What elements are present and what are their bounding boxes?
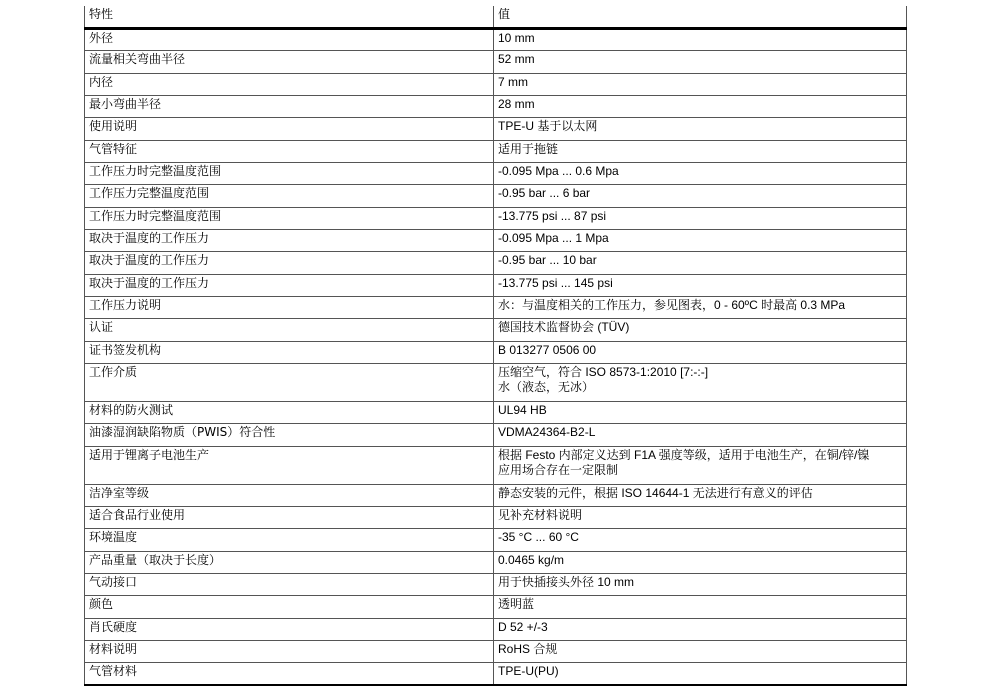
property-cell: 内径 <box>85 73 494 95</box>
property-cell: 工作压力完整温度范围 <box>85 185 494 207</box>
property-cell: 取决于温度的工作压力 <box>85 274 494 296</box>
table-row <box>85 641 907 663</box>
property-cell: 气管材料 <box>85 663 494 685</box>
property-cell: 产品重量（取决于长度） <box>85 551 494 573</box>
table-row <box>85 551 907 573</box>
value-cell: 透明蓝 <box>494 596 907 618</box>
table-row <box>85 162 907 184</box>
value-line: 应用场合存在一定限制 <box>498 462 619 477</box>
table-row <box>85 229 907 251</box>
property-cell: 洁净室等级 <box>85 484 494 506</box>
value-cell: VDMA24364-B2-L <box>494 424 907 446</box>
table-row <box>85 484 907 506</box>
property-cell: 工作压力说明 <box>85 296 494 318</box>
value-cell: 见补充材料说明 <box>494 507 907 529</box>
value-cell <box>494 364 907 402</box>
table-row <box>85 252 907 274</box>
value-cell: RoHS 合规 <box>494 641 907 663</box>
property-cell: 外径 <box>85 28 494 50</box>
table-row <box>85 207 907 229</box>
value-cell: 适用于拖链 <box>494 140 907 162</box>
property-cell: 工作压力时完整温度范围 <box>85 207 494 229</box>
table-row <box>85 618 907 640</box>
value-cell: 10 mm <box>494 28 907 50</box>
table-row <box>85 424 907 446</box>
value-cell: -35 °C ... 60 °C <box>494 529 907 551</box>
table-row <box>85 73 907 95</box>
value-cell: 0.0465 kg/m <box>494 551 907 573</box>
value-cell: 7 mm <box>494 73 907 95</box>
value-line: 水（液态，无冰） <box>498 380 595 394</box>
value-cell: TPE-U(PU) <box>494 663 907 685</box>
value-cell: 德国技术监督协会 (TÜV) <box>494 319 907 341</box>
property-cell: 肖氏硬度 <box>85 618 494 640</box>
value-cell: 水：与温度相关的工作压力，参见图表，0 - 60ºC 时最高 0.3 MPa <box>494 296 907 318</box>
property-cell: 工作介质 <box>85 364 494 402</box>
value-cell: UL94 HB <box>494 402 907 424</box>
spec-table <box>84 6 907 686</box>
table-row <box>85 51 907 73</box>
table-row <box>85 574 907 596</box>
table-row <box>85 446 907 484</box>
table-row <box>85 596 907 618</box>
table-row <box>85 529 907 551</box>
table-row <box>85 274 907 296</box>
property-cell: 气管特征 <box>85 140 494 162</box>
value-cell: D 52 +/-3 <box>494 618 907 640</box>
value-cell: -0.95 bar ... 10 bar <box>494 252 907 274</box>
table-row <box>85 95 907 117</box>
table-row <box>85 364 907 402</box>
value-cell: B 013277 0506 00 <box>494 341 907 363</box>
property-cell: 最小弯曲半径 <box>85 95 494 117</box>
property-cell: 适合食品行业使用 <box>85 507 494 529</box>
table-row <box>85 185 907 207</box>
value-cell <box>494 446 907 484</box>
value-cell: 52 mm <box>494 51 907 73</box>
property-cell: 材料的防火测试 <box>85 402 494 424</box>
table-row <box>85 118 907 140</box>
property-cell: 证书签发机构 <box>85 341 494 363</box>
property-cell: 流量相关弯曲半径 <box>85 51 494 73</box>
value-cell: -0.095 Mpa ... 0.6 Mpa <box>494 162 907 184</box>
value-cell: 用于快插接头外径 10 mm <box>494 574 907 596</box>
property-cell: 适用于锂离子电池生产 <box>85 446 494 484</box>
property-cell: 使用说明 <box>85 118 494 140</box>
table-header-row <box>85 6 907 28</box>
property-cell: 气动接口 <box>85 574 494 596</box>
header-value: 值 <box>494 6 907 28</box>
value-cell: 28 mm <box>494 95 907 117</box>
table-row <box>85 296 907 318</box>
value-line: 根据 Festo 内部定义达到 F1A 强度等级，适用于电池生产，在铜/锌/镍 <box>498 447 870 462</box>
value-cell: -0.95 bar ... 6 bar <box>494 185 907 207</box>
value-cell: -13.775 psi ... 87 psi <box>494 207 907 229</box>
value-cell: -13.775 psi ... 145 psi <box>494 274 907 296</box>
value-line: 压缩空气，符合 ISO 8573-1:2010 [7:-:-] <box>498 365 709 379</box>
property-cell: 工作压力时完整温度范围 <box>85 162 494 184</box>
header-property: 特性 <box>85 6 494 28</box>
value-cell: 静态安装的元件，根据 ISO 14644-1 无法进行有意义的评估 <box>494 484 907 506</box>
value-cell: TPE-U 基于以太网 <box>494 118 907 140</box>
table-row <box>85 341 907 363</box>
property-cell: 取决于温度的工作压力 <box>85 252 494 274</box>
property-cell: 油漆湿润缺陷物质（PWIS）符合性 <box>85 424 494 446</box>
property-cell: 取决于温度的工作压力 <box>85 229 494 251</box>
property-cell: 材料说明 <box>85 641 494 663</box>
property-cell: 认证 <box>85 319 494 341</box>
value-cell: -0.095 Mpa ... 1 Mpa <box>494 229 907 251</box>
table-row <box>85 402 907 424</box>
table-row <box>85 140 907 162</box>
table-row <box>85 507 907 529</box>
table-row <box>85 319 907 341</box>
property-cell: 颜色 <box>85 596 494 618</box>
property-cell: 环境温度 <box>85 529 494 551</box>
table-row <box>85 663 907 685</box>
table-row <box>85 28 907 50</box>
